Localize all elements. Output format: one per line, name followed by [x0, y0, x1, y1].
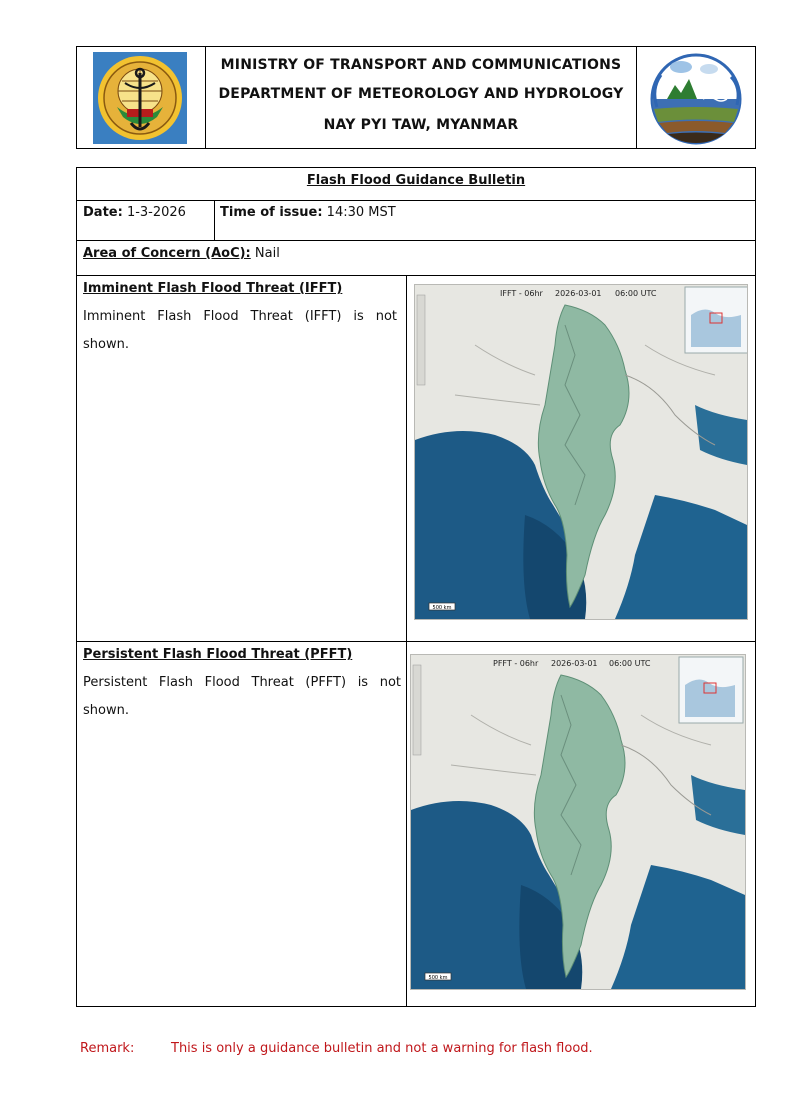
ifft-scale: 500 km — [432, 605, 452, 611]
ifft-text: Imminent Flash Flood Threat (IFFT) is not shown. — [83, 309, 397, 352]
remark-label: Remark: — [80, 1041, 135, 1056]
pfft-text: Persistent Flash Flood Threat (PFFT) is not shown. — [83, 675, 401, 718]
ifft-map-time: 06:00 UTC — [615, 289, 657, 298]
bulletin-table — [76, 167, 756, 1007]
pfft-map — [410, 654, 746, 990]
pfft-map-label: PFFT - 06hr — [493, 659, 539, 668]
time-label: Time of issue: — [220, 205, 323, 220]
ifft-map — [414, 284, 748, 620]
ifft-map-graphic — [415, 285, 747, 619]
time-cell — [220, 205, 396, 220]
remark-text: This is only a guidance bulletin and not a warning for flash flood. — [171, 1041, 593, 1056]
header-table — [76, 46, 756, 149]
title-row — [77, 168, 755, 201]
header-titles — [206, 47, 636, 148]
date-row — [77, 200, 755, 241]
pfft-map-date: 2026-03-01 — [551, 659, 598, 668]
ifft-map-date: 2026-03-01 — [555, 289, 602, 298]
ministry-emblem-icon — [77, 47, 205, 148]
date-value: 1-3-2026 — [126, 205, 186, 220]
date-label: Date: — [83, 205, 123, 220]
pfft-row — [77, 641, 755, 1006]
aoc-label: Area of Concern (AoC): — [83, 246, 251, 261]
ministry-title: MINISTRY OF TRANSPORT AND COMMUNICATIONS — [220, 57, 622, 73]
pfft-map-graphic — [411, 655, 745, 989]
hydrological-cycle-emblem-icon — [637, 47, 755, 148]
bulletin-title: Flash Flood Guidance Bulletin — [306, 173, 526, 188]
time-value: 14:30 MST — [326, 205, 396, 220]
date-cell — [83, 205, 186, 220]
right-logo-cell — [636, 47, 755, 148]
ifft-map-label: IFFT - 06hr — [500, 289, 543, 298]
left-logo-cell — [77, 47, 206, 148]
pfft-scale: 500 km — [428, 975, 448, 981]
aoc-value: Nail — [254, 246, 280, 261]
aoc-cell — [83, 246, 280, 261]
ifft-row — [77, 275, 755, 642]
pfft-map-time: 06:00 UTC — [609, 659, 651, 668]
pfft-heading: Persistent Flash Flood Threat (PFFT) — [83, 647, 353, 662]
department-title: DEPARTMENT OF METEOROLOGY AND HYDROLOGY — [218, 86, 624, 102]
location-title: NAY PYI TAW, MYANMAR — [323, 117, 519, 133]
ifft-heading: Imminent Flash Flood Threat (IFFT) — [83, 281, 343, 296]
aoc-row — [77, 240, 755, 276]
